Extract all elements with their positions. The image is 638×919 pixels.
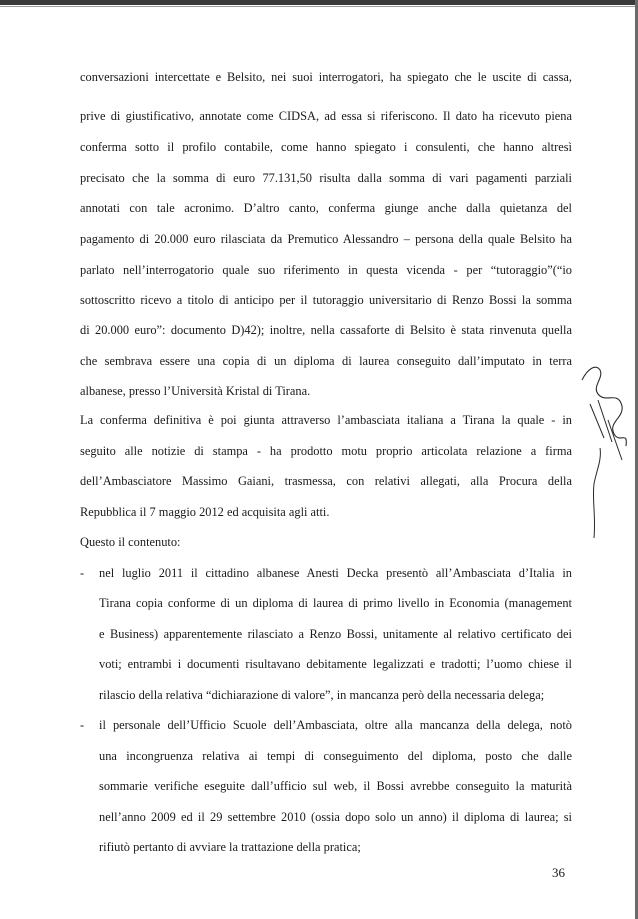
text-line: sottoscritto ricevo a titolo di anticipo per il tutoraggio universitario di Renzo Bossi la somma (80, 293, 572, 307)
page-number: 36 (552, 865, 565, 880)
text-line: annotati con tale acronimo. D’altro canto, conferma giunge anche dalla quietanza del (80, 201, 572, 215)
list-item-line: una incongruenza relativa ai tempi di conseguimento del diploma, posto che dalle (99, 749, 572, 763)
list-bullet: - (80, 566, 85, 580)
list-item-line: nell’anno 2009 ed il 29 settembre 2010 (ossia dopo solo un anno) il diploma di laurea; si (99, 810, 572, 824)
text-line: pagamento di 20.000 euro rilasciata da Premutico Alessandro – persona della quale Belsito ha (80, 232, 572, 246)
list-item-line: sommarie verifiche eseguite dall’ufficio sul web, il Bossi avrebbe conseguito la maturità (99, 779, 572, 793)
top-border-thin (0, 6, 638, 7)
list-item-line: voti; entrambi i documenti risultavano debitamente legalizzati e tradotti; l’uomo chiese il (99, 657, 572, 671)
text-line: dell’Ambasciatore Massimo Gaiani, trasmessa, con relativi allegati, alla Procura della (80, 474, 572, 488)
text-line: Questo il contenuto: (80, 535, 181, 549)
text-line: che sembrava essere una copia di un diploma di laurea conseguito dall’imputato in terra (80, 354, 572, 368)
list-item-line: nel luglio 2011 il cittadino albanese Anesti Decka presentò all’Ambasciata d’Italia in (99, 566, 572, 580)
text-line: seguito alle notizie di stampa - ha prodotto motu proprio articolata relazione a firma (80, 444, 572, 458)
text-line: parlato nell’interrogatorio quale suo riferimento in questa vicenda - per “tutoraggio”(“io (80, 263, 572, 277)
text-line: di 20.000 euro”: documento D)42); inoltre, nella cassaforte di Belsito è stata rinvenuta quella (80, 323, 572, 337)
list-bullet: - (80, 718, 85, 732)
list-item-line: rilascio della relativa “dichiarazione di valore”, in mancanza però della necessaria delega; (99, 688, 545, 702)
top-border (0, 0, 638, 5)
list-item-line: Tirana copia conforme di un diploma di laurea di primo livello in Economia (management (99, 596, 572, 610)
text-line: Repubblica il 7 maggio 2012 ed acquisita agli atti. (80, 505, 330, 519)
handwritten-signature (578, 360, 634, 545)
text-line: prive di giustificativo, annotate come CIDSA, ad essa si riferiscono. Il dato ha ricevuto piena (80, 109, 572, 123)
text-line: conversazioni intercettate e Belsito, nei suoi interrogatori, ha spiegato che le uscite di cassa, (80, 70, 572, 84)
text-line: precisato che la somma di euro 77.131,50 risulta dalla somma di vari pagamenti parziali (80, 171, 572, 185)
list-item-line: rifiutò pertanto di avviare la trattazione della pratica; (99, 840, 361, 854)
list-item-line: il personale dell’Ufficio Scuole dell’Ambasciata, oltre alla mancanza della delega, notò (99, 718, 572, 732)
text-line: La conferma definitiva è poi giunta attraverso l’ambasciata italiana a Tirana la quale - in (80, 413, 572, 427)
text-line: conferma sotto il profilo contabile, come hanno spiegato i consulenti, che hanno altresì (80, 140, 572, 154)
text-line: albanese, presso l’Università Kristal di Tirana. (80, 384, 311, 398)
list-item-line: e Business) apparentemente rilasciato a Renzo Bossi, unitamente al relativo certificato dei (99, 627, 572, 641)
